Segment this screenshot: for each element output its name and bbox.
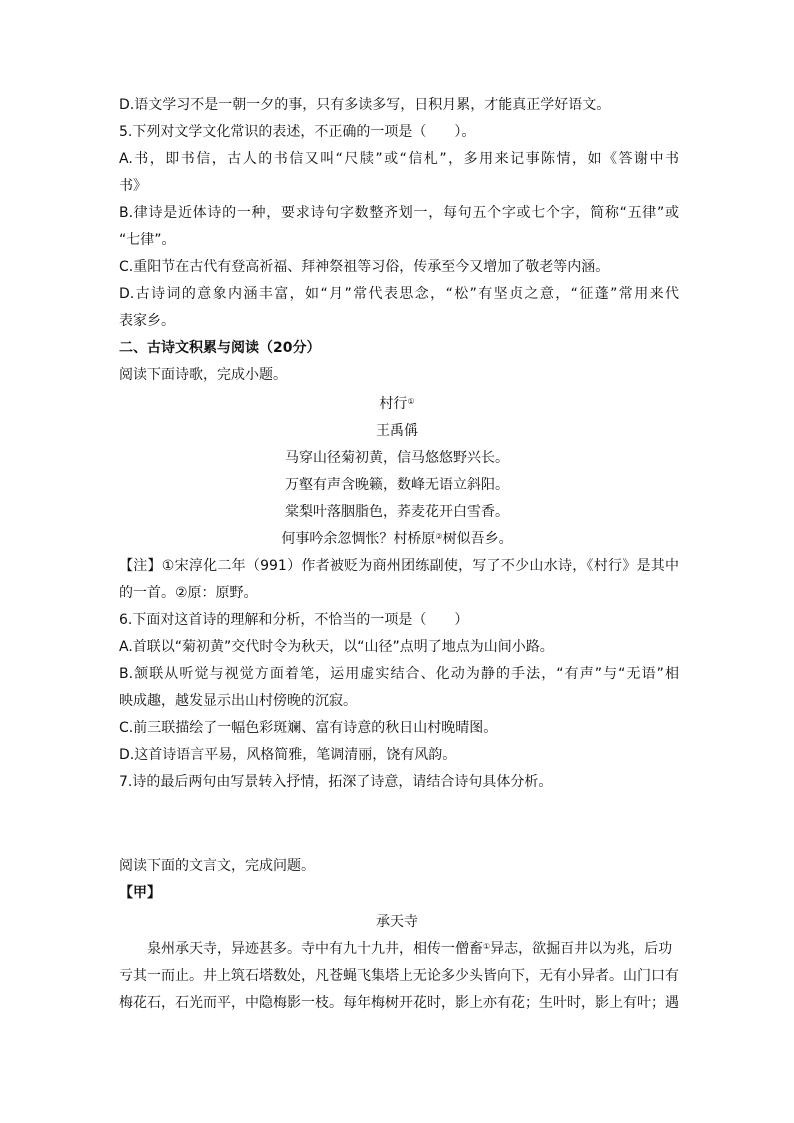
poem-title: 村行①: [379, 396, 415, 412]
q5-option-a: A.书，即书信，古人的书信又叫“尺牍”或“信札”，多用来记事陈情，如《答谢中书: [119, 151, 679, 167]
footnote-marker: ②: [435, 532, 443, 541]
poem-line-3: 棠梨叶落胭脂色，荞麦花开白雪香。: [285, 504, 509, 520]
q6-option-b-cont: 映成趣，越发显示出山村傍晚的沉寂。: [119, 693, 357, 709]
q6-option-b: B.颔联从听觉与视觉方面着笔，运用虚实结合、化动为静的手法，“有声”与“无语”相: [119, 666, 679, 682]
q6-option-c: C.前三联描绘了一幅色彩斑斓、富有诗意的秋日山村晚晴图。: [119, 720, 498, 736]
q6-option-a: A.首联以“菊初黄”交代时令为秋天，以“山径”点明了地点为山间小路。: [119, 639, 554, 655]
poem-line-4: 何事吟余忽惆怅？村桥原②树似吾乡。: [281, 531, 513, 547]
poem-author: 王禹偁: [376, 423, 418, 439]
option-d-line: D.语文学习不是一朝一夕的事，只有多读多写，日积月累，才能真正学好语文。: [119, 97, 611, 113]
poem-instruction: 阅读下面诗歌，完成小题。: [119, 367, 287, 383]
passage-line-1: 泉州承天寺，异迹甚多。寺中有九十九井，相传一僧畜①异志，欲掘百井以为兆，后功: [147, 941, 673, 957]
passage-line-3: 梅花石，石光而平，中隐梅影一枝。每年梅树开花时，影上亦有花；生叶时，影上有叶；遇: [119, 995, 679, 1011]
q5-option-b-cont: “七律”。: [119, 232, 176, 248]
poem-line-1: 马穿山径菊初黄，信马悠悠野兴长。: [285, 450, 509, 466]
question-7: 7.诗的最后两句由写景转入抒情，拓深了诗意，请结合诗句具体分析。: [119, 774, 553, 790]
question-6: 6.下面对这首诗的理解和分析，不恰当的一项是（ ）: [119, 612, 469, 628]
q5-option-c: C.重阳节在古代有登高祈福、拜神祭祖等习俗，传承至今又增加了敬老等内涵。: [119, 259, 610, 275]
section-heading: 二、古诗文积累与阅读（20分）: [119, 340, 321, 356]
q5-option-a-cont: 书》: [119, 178, 147, 194]
footnote-marker: ①: [483, 942, 491, 951]
q5-option-d-cont: 表家乡。: [119, 313, 175, 329]
passage-line-2: 亏其一而止。井上筑石塔数处，凡苍蝇飞集塔上无论多少头皆向下，无有小异者。山门口有: [119, 968, 679, 984]
passage-label: 【甲】: [119, 885, 161, 901]
q6-option-d: D.这首诗语言平易，风格简雅，笔调清丽，饶有风韵。: [119, 747, 457, 763]
footnote-marker: ①: [407, 397, 415, 406]
poem-note-cont: 的一首。②原：原野。: [119, 585, 258, 601]
q5-option-d: D.古诗词的意象内涵丰富，如“月”常代表思念，“松”有坚贞之意，“征蓬”常用来代: [119, 286, 679, 302]
prose-instruction: 阅读下面的文言文，完成问题。: [119, 858, 315, 874]
q5-option-b: B.律诗是近体诗的一种，要求诗句字数整齐划一，每句五个字或七个字，简称“五律”或: [119, 205, 679, 221]
question-5: 5.下列对文学文化常识的表述，不正确的一项是（ ）。: [119, 124, 476, 140]
poem-line-2: 万壑有声含晚籁，数峰无语立斜阳。: [285, 477, 509, 493]
passage-title: 承天寺: [376, 914, 418, 930]
poem-note: 【注】①宋淳化二年（991）作者被贬为商州团练副使，写了不少山水诗，《村行》是其中: [119, 558, 679, 574]
